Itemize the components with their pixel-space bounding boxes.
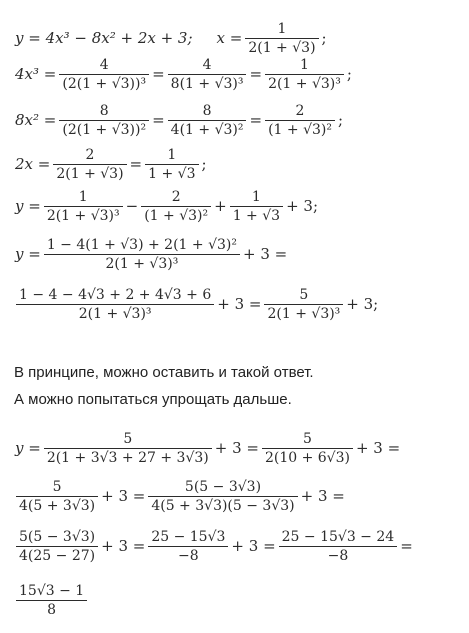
equals: = bbox=[129, 155, 143, 173]
tail: = bbox=[400, 537, 413, 555]
denominator: 2(1 + √3)³ bbox=[78, 306, 152, 322]
fraction bbox=[59, 58, 149, 91]
denominator: 2(1 + 3√3 + 27 + 3√3) bbox=[46, 450, 209, 466]
numerator: 4 bbox=[99, 57, 109, 73]
tail: + 3 = bbox=[243, 245, 288, 263]
denominator: 2(1 + √3)³ bbox=[268, 76, 341, 92]
numerator: 5 bbox=[52, 479, 62, 495]
equation-line-2 bbox=[14, 58, 353, 91]
fraction bbox=[59, 104, 149, 137]
expr-x-eq: x = bbox=[216, 29, 243, 47]
denominator: 2(1 + √3) bbox=[248, 40, 316, 56]
fraction bbox=[141, 190, 211, 223]
equation-line-6 bbox=[14, 238, 288, 271]
denominator: (2(1 + √3))² bbox=[62, 122, 147, 138]
denominator: 4(5 + 3√3) bbox=[19, 498, 96, 514]
fraction bbox=[264, 288, 343, 321]
numerator: 4 bbox=[202, 57, 212, 73]
denominator: 2(1 + √3)³ bbox=[267, 306, 341, 322]
denominator: 2(1 + √3)³ bbox=[46, 208, 120, 224]
fraction bbox=[168, 104, 247, 137]
tail: + 3 = bbox=[355, 439, 401, 457]
equation-line-7 bbox=[14, 288, 379, 321]
denominator: 2(1 + √3) bbox=[56, 166, 124, 182]
denominator: 8(1 + √3)³ bbox=[170, 76, 244, 92]
expr-lhs: 4x³ = bbox=[15, 65, 57, 83]
expr-lhs: 2x = bbox=[15, 155, 51, 173]
numerator: 1 bbox=[167, 147, 177, 163]
numerator: 5 bbox=[123, 431, 133, 447]
fraction bbox=[53, 148, 126, 181]
mid: + 3 = bbox=[217, 295, 262, 313]
fraction bbox=[230, 190, 283, 223]
numerator: 25 − 15√3 − 24 bbox=[281, 529, 395, 545]
fraction bbox=[148, 480, 297, 513]
numerator: 1 bbox=[78, 189, 88, 205]
equation-line-5 bbox=[14, 190, 319, 223]
fraction bbox=[44, 190, 123, 223]
equation-line-3 bbox=[14, 104, 344, 137]
numerator: 15√3 − 1 bbox=[19, 583, 85, 599]
equation-line-4 bbox=[14, 148, 208, 181]
semicolon: ; bbox=[337, 111, 344, 129]
denominator: 1 + √3 bbox=[148, 166, 196, 182]
expr-lhs: y = 4x³ − 8x² + 2x + 3; bbox=[15, 29, 193, 47]
denominator: −8 bbox=[327, 548, 349, 564]
denominator: 2(1 + √3)³ bbox=[105, 256, 179, 272]
denominator: 4(1 + √3)² bbox=[170, 122, 244, 138]
fraction bbox=[44, 432, 212, 465]
mid: + 3 = bbox=[214, 439, 259, 457]
expr-lhs: y = bbox=[15, 439, 41, 457]
plus: + bbox=[214, 197, 227, 215]
denominator: 4(25 − 27) bbox=[19, 548, 96, 564]
equation-line-9 bbox=[14, 480, 346, 513]
fraction bbox=[148, 530, 228, 563]
tail: + 3 = bbox=[300, 487, 345, 505]
numerator: 5 bbox=[303, 431, 312, 447]
text-line-2: А можно попытаться упрощать дальше. bbox=[14, 391, 292, 408]
numerator: 2 bbox=[171, 189, 181, 205]
denominator: 4(5 + 3√3)(5 − 3√3) bbox=[151, 498, 295, 514]
numerator: 1 bbox=[277, 21, 287, 37]
tail: + 3; bbox=[286, 197, 318, 215]
mid-2: + 3 = bbox=[231, 537, 276, 555]
fraction bbox=[145, 148, 198, 181]
fraction bbox=[16, 480, 98, 513]
denominator: (1 + √3)² bbox=[268, 122, 332, 138]
denominator: (2(1 + √3))³ bbox=[62, 76, 147, 92]
tail: + 3; bbox=[346, 295, 379, 313]
expr-lhs: y = bbox=[15, 197, 41, 215]
expr-lhs: y = bbox=[15, 245, 41, 263]
fraction bbox=[245, 22, 318, 55]
fraction bbox=[44, 238, 240, 271]
equation-line-10 bbox=[14, 530, 414, 563]
equals: = bbox=[249, 111, 263, 129]
equals: = bbox=[249, 65, 263, 83]
semicolon: ; bbox=[346, 65, 352, 83]
fraction bbox=[265, 58, 344, 91]
numerator: 2 bbox=[85, 147, 95, 163]
fraction bbox=[262, 432, 353, 465]
denominator: 2(10 + 6√3) bbox=[264, 450, 350, 466]
denominator: 8 bbox=[47, 602, 57, 618]
equals: = bbox=[152, 111, 165, 129]
mid: + 3 = bbox=[101, 487, 146, 505]
numerator: 1 − 4(1 + √3) + 2(1 + √3)² bbox=[46, 237, 237, 253]
semicolon: ; bbox=[201, 155, 207, 173]
numerator: 1 bbox=[300, 57, 309, 73]
fraction bbox=[16, 288, 214, 321]
text-line-1: В принципе, можно оставить и такой ответ. bbox=[14, 364, 314, 381]
numerator: 5 bbox=[299, 287, 309, 303]
numerator: 5(5 − 3√3) bbox=[19, 529, 96, 545]
fraction bbox=[16, 584, 87, 617]
denominator: (1 + √3)² bbox=[144, 208, 209, 224]
numerator: 1 bbox=[251, 189, 261, 205]
equation-line-11 bbox=[14, 584, 89, 617]
expr-lhs: 8x² = bbox=[15, 111, 57, 129]
numerator: 8 bbox=[202, 103, 212, 119]
denominator: 1 + √3 bbox=[232, 208, 281, 224]
equals: = bbox=[152, 65, 165, 83]
numerator: 5(5 − 3√3) bbox=[184, 479, 262, 495]
equation-line-1 bbox=[14, 22, 328, 55]
numerator: 1 − 4 − 4√3 + 2 + 4√3 + 6 bbox=[19, 287, 212, 303]
semicolon: ; bbox=[321, 29, 327, 47]
fraction bbox=[279, 530, 398, 563]
fraction bbox=[265, 104, 335, 137]
numerator: 2 bbox=[295, 103, 305, 119]
fraction bbox=[16, 530, 98, 563]
numerator: 25 − 15√3 bbox=[151, 529, 226, 545]
denominator: −8 bbox=[178, 548, 199, 564]
fraction bbox=[168, 58, 247, 91]
equation-line-8 bbox=[14, 432, 401, 465]
minus: − bbox=[125, 197, 139, 215]
mid: + 3 = bbox=[101, 537, 146, 555]
numerator: 8 bbox=[99, 103, 109, 119]
